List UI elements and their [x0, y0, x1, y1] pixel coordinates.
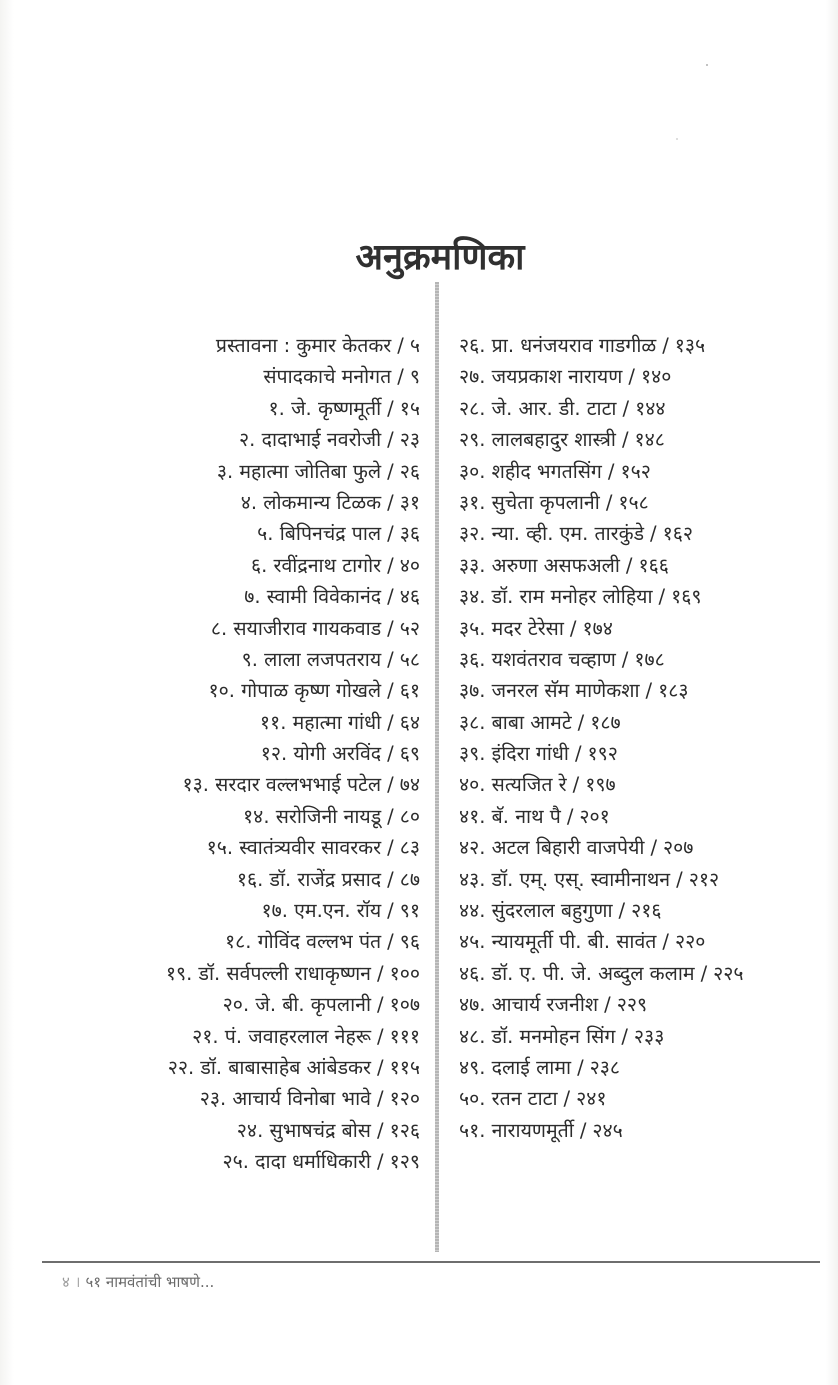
- toc-entry-separator: /: [377, 961, 384, 985]
- toc-entry-title: ३३. अरुणा असफअली: [459, 553, 620, 577]
- toc-entry-page-number: १३५: [674, 334, 706, 357]
- toc-entry-separator: /: [377, 1118, 384, 1142]
- toc-entry-separator: /: [662, 334, 669, 357]
- toc-entry: [20, 801, 420, 832]
- toc-entry-separator: /: [625, 553, 633, 577]
- toc-entry-separator: /: [621, 428, 629, 452]
- toc-entry: [20, 456, 420, 487]
- toc-entry-title: ४४. सुंदरलाल बहुगुणा: [459, 899, 613, 923]
- toc-entry-page-number: ५: [409, 334, 420, 357]
- toc-entry: [20, 361, 420, 392]
- toc-entry-title: १२. योगी अरविंद: [260, 742, 382, 766]
- toc-entry-title: ३९. इंदिरा गांधी: [459, 742, 569, 766]
- toc-entry: [20, 613, 420, 644]
- toc-entry: [20, 738, 420, 769]
- toc-entry-separator: /: [397, 365, 404, 389]
- toc-entry: [459, 361, 829, 392]
- toc-entry-title: २३. आचार्य विनोबा भावे: [199, 1087, 371, 1111]
- toc-entry-title: ५१. नारायणमूर्ती: [459, 1118, 574, 1142]
- toc-entry-page-number: १०७: [389, 993, 420, 1017]
- toc-entry-separator: /: [377, 1087, 384, 1111]
- toc-entry-page-number: २३: [399, 428, 420, 452]
- toc-entry-title: ४२. अटल बिहारी वाजपेयी: [459, 836, 645, 860]
- toc-entry-page-number: २१२: [688, 867, 720, 891]
- toc-entry: [459, 550, 829, 581]
- toc-entry-separator: /: [676, 867, 683, 891]
- toc-entry-title: ४८. डॉ. मनमोहन सिंग: [459, 1024, 616, 1048]
- toc-entry-page-number: ८०: [399, 804, 420, 828]
- toc-entry-separator: /: [577, 710, 585, 734]
- toc-entry-page-number: २०७: [663, 836, 694, 860]
- toc-entry: [459, 1083, 829, 1114]
- toc-entry-separator: /: [577, 1055, 584, 1079]
- toc-entry-separator: /: [628, 365, 635, 389]
- toc-entry: [459, 393, 829, 424]
- toc-entry-separator: /: [387, 867, 394, 891]
- footer-book-title: ५१ नामवंतांची भाषणे...: [85, 1273, 215, 1291]
- toc-entry-page-number: २०१: [579, 804, 610, 828]
- toc-entry-title: संपादकाचे मनोगत: [263, 365, 392, 389]
- toc-entry: [459, 1021, 829, 1052]
- toc-entry-page-number: ४०: [399, 553, 420, 577]
- toc-entry-separator: /: [658, 585, 666, 609]
- toc-entry-page-number: १७८: [634, 647, 665, 671]
- toc-entry-page-number: १६२: [662, 522, 694, 546]
- toc-entry-page-number: १५: [399, 396, 420, 420]
- toc-entry-separator: /: [662, 930, 669, 954]
- toc-entry-title: ७. स्वामी विवेकानंद: [244, 585, 382, 609]
- toc-entry: [20, 518, 420, 549]
- toc-entry: [20, 424, 420, 455]
- toc-entry-page-number: ३१: [399, 490, 420, 514]
- toc-entry: [20, 644, 420, 675]
- toc-entry-page-number: ९६: [399, 930, 420, 954]
- toc-entry-page-number: २३८: [589, 1055, 621, 1079]
- toc-entry-page-number: १६९: [671, 585, 702, 609]
- toc-entry-title: २७. जयप्रकाश नारायण: [459, 365, 623, 389]
- toc-entry: [20, 550, 420, 581]
- toc-entry-page-number: ११५: [389, 1055, 420, 1079]
- toc-entry: [459, 864, 829, 895]
- toc-entry-title: ४९. दलाई लामा: [459, 1055, 572, 1079]
- toc-entry-title: ३४. डॉ. राम मनोहर लोहिया: [459, 585, 653, 609]
- toc-entry-page-number: ३६: [399, 522, 420, 546]
- footer-rule: [42, 1261, 820, 1263]
- toc-entry: [459, 738, 829, 769]
- toc-entry-title: १८. गोविंद वल्लभ पंत: [225, 930, 382, 954]
- toc-entry-title: ४५. न्यायमूर्ती पी. बी. सावंत: [459, 930, 657, 954]
- toc-entry-page-number: ८३: [399, 836, 420, 860]
- toc-entry-page-number: १५८: [618, 490, 649, 514]
- toc-entry: [20, 393, 420, 424]
- toc-entry: [459, 801, 829, 832]
- toc-entry-separator: /: [387, 930, 394, 954]
- toc-entry: [20, 1115, 420, 1146]
- toc-entry: [20, 1021, 420, 1052]
- toc-entry-separator: /: [387, 679, 394, 703]
- toc-entry-page-number: ९१: [399, 899, 420, 923]
- toc-entry-page-number: ८७: [399, 867, 420, 891]
- toc-entry: [459, 330, 829, 361]
- toc-entry: [20, 926, 420, 957]
- toc-entry-title: ३८. बाबा आमटे: [459, 710, 572, 734]
- toc-entry: [20, 707, 420, 738]
- toc-entry-title: १६. डॉ. राजेंद्र प्रसाद: [236, 867, 382, 891]
- toc-entry-separator: /: [387, 804, 394, 828]
- toc-entry-page-number: १४८: [634, 428, 665, 452]
- toc-entry: [459, 675, 829, 706]
- toc-entry-separator: /: [621, 1024, 628, 1048]
- toc-entry-page-number: २३३: [633, 1024, 665, 1048]
- toc-entry-separator: /: [566, 804, 574, 828]
- toc-entry-page-number: ४६: [399, 585, 420, 609]
- toc-entry: [20, 330, 420, 361]
- toc-entry-title: २०. जे. बी. कृपलानी: [222, 993, 371, 1017]
- toc-right-column: [459, 330, 829, 1146]
- toc-entry-page-number: १७४: [582, 616, 613, 640]
- toc-entry-title: २१. पं. जवाहरलाल नेहरू: [192, 1024, 371, 1048]
- toc-entry: [459, 487, 829, 518]
- toc-entry: [459, 644, 829, 675]
- toc-entry: [20, 864, 420, 895]
- toc-entry-title: ५०. रतन टाटा: [459, 1087, 558, 1111]
- page-title: अनुक्रमणिका: [355, 237, 525, 278]
- toc-entry-title: ३१. सुचेता कृपलानी: [459, 490, 600, 514]
- toc-entry-page-number: १५२: [620, 459, 651, 483]
- footer-divider: ।: [74, 1273, 81, 1291]
- toc-entry-separator: /: [387, 585, 394, 609]
- scan-speck: [706, 64, 708, 66]
- toc-entry-title: ११. महात्मा गांधी: [259, 710, 382, 734]
- toc-entry: [20, 958, 420, 989]
- page-footer: [62, 1272, 214, 1292]
- toc-entry-separator: /: [387, 396, 394, 420]
- toc-entry-separator: /: [605, 490, 613, 514]
- toc-entry-page-number: २६: [399, 459, 420, 483]
- toc-entry: [20, 989, 420, 1020]
- toc-entry-separator: /: [387, 710, 394, 734]
- toc-entry: [459, 895, 829, 926]
- toc-entry-separator: /: [387, 773, 394, 797]
- toc-entry-page-number: १४४: [635, 396, 666, 420]
- toc-entry-page-number: १००: [389, 961, 420, 985]
- toc-entry: [459, 1115, 829, 1146]
- toc-entry-separator: /: [377, 1024, 384, 1048]
- toc-entry: [459, 613, 829, 644]
- toc-entry-separator: /: [569, 616, 577, 640]
- toc-entry-title: ४७. आचार्य रजनीश: [459, 993, 599, 1017]
- toc-entry-page-number: १९२: [587, 742, 618, 766]
- column-divider: [435, 282, 439, 1252]
- toc-entry: [459, 769, 829, 800]
- toc-entry-page-number: ७४: [399, 773, 420, 797]
- toc-entry-separator: /: [397, 334, 404, 357]
- scan-speck: [676, 138, 678, 140]
- toc-entry-separator: /: [621, 647, 629, 671]
- toc-entry-page-number: १६६: [638, 553, 669, 577]
- toc-entry-page-number: १२६: [389, 1118, 420, 1142]
- toc-entry-page-number: ५८: [399, 647, 420, 671]
- toc-entry-title: ९. लाला लजपतराय: [241, 647, 382, 671]
- toc-entry-title: १७. एम.एन. रॉय: [261, 899, 382, 923]
- toc-entry: [20, 1052, 420, 1083]
- toc-entry-separator: /: [700, 961, 708, 985]
- toc-entry-separator: /: [572, 773, 580, 797]
- toc-entry-separator: /: [377, 1150, 384, 1174]
- toc-entry-title: २५. दादा धर्माधिकारी: [222, 1150, 371, 1174]
- toc-entry-title: १. जे. कृष्णमूर्ती: [268, 396, 382, 420]
- toc-entry: [459, 581, 829, 612]
- toc-entry-page-number: १९७: [585, 773, 616, 797]
- toc-entry-page-number: ६१: [399, 679, 420, 703]
- toc-entry-title: २६. प्रा. धनंजयराव गाडगीळ: [459, 334, 657, 357]
- toc-entry-separator: /: [650, 836, 658, 860]
- toc-entry: [459, 456, 829, 487]
- toc-entry: [459, 424, 829, 455]
- toc-entry: [20, 895, 420, 926]
- toc-entry-separator: /: [574, 742, 582, 766]
- toc-entry-page-number: १२०: [389, 1087, 420, 1111]
- toc-entry-page-number: १४०: [640, 365, 672, 389]
- toc-entry-page-number: १८७: [590, 710, 621, 734]
- toc-entry-separator: /: [563, 1087, 571, 1111]
- toc-entry-separator: /: [604, 993, 611, 1017]
- toc-entry: [459, 958, 829, 989]
- toc-entry-page-number: ९: [409, 365, 420, 389]
- toc-entry-title: ३२. न्या. व्ही. एम. तारकुंडे: [459, 522, 645, 546]
- toc-entry-separator: /: [650, 522, 657, 546]
- toc-entry-title: ४३. डॉ. एम्. एस्. स्वामीनाथन: [459, 867, 671, 891]
- toc-entry: [459, 518, 829, 549]
- toc-entry-title: १०. गोपाळ कृष्ण गोखले: [208, 679, 382, 703]
- toc-entry-title: ३५. मदर टेरेसा: [459, 616, 564, 640]
- footer-page-number: ४: [62, 1273, 70, 1291]
- toc-entry: [20, 487, 420, 518]
- toc-entry-page-number: २४१: [576, 1087, 607, 1111]
- toc-entry-separator: /: [377, 1055, 384, 1079]
- toc-entry-page-number: ५२: [399, 616, 420, 640]
- toc-entry-separator: /: [387, 836, 394, 860]
- toc-entry-separator: /: [645, 679, 653, 703]
- toc-entry-separator: /: [377, 993, 384, 1017]
- toc-entry: [20, 769, 420, 800]
- toc-entry-title: १४. सरोजिनी नायडू: [243, 804, 382, 828]
- toc-entry: [20, 581, 420, 612]
- toc-left-column: [20, 330, 420, 1178]
- toc-entry-separator: /: [387, 616, 394, 640]
- toc-entry-separator: /: [622, 396, 630, 420]
- toc-entry-page-number: ६९: [399, 742, 420, 766]
- toc-entry: [20, 832, 420, 863]
- toc-entry: [459, 989, 829, 1020]
- toc-entry-title: ४. लोकमान्य टिळक: [240, 490, 382, 514]
- toc-entry: [20, 1083, 420, 1114]
- toc-entry-title: प्रस्तावना : कुमार केतकर: [215, 334, 392, 357]
- toc-entry-title: २२. डॉ. बाबासाहेब आंबेडकर: [167, 1055, 371, 1079]
- toc-entry-separator: /: [579, 1118, 587, 1142]
- toc-entry-title: २४. सुभाषचंद्र बोस: [236, 1118, 371, 1142]
- toc-entry-page-number: २२९: [616, 993, 648, 1017]
- toc-entry-title: ५. बिपिनचंद्र पाल: [257, 522, 382, 546]
- toc-entry-title: १३. सरदार वल्लभभाई पटेल: [182, 773, 382, 797]
- toc-entry-page-number: २४५: [592, 1118, 623, 1142]
- toc-entry: [459, 707, 829, 738]
- toc-entry-title: १९. डॉ. सर्वपल्ली राधाकृष्णन: [165, 961, 371, 985]
- toc-entry-page-number: २२५: [713, 961, 744, 985]
- toc-entry-page-number: १८३: [658, 679, 689, 703]
- toc-entry-title: ८. सयाजीराव गायकवाड: [210, 616, 382, 640]
- toc-entry-page-number: २२०: [675, 930, 706, 954]
- toc-entry-page-number: १११: [389, 1024, 420, 1048]
- toc-entry-separator: /: [387, 553, 394, 577]
- toc-entry-page-number: १२९: [389, 1150, 420, 1174]
- toc-entry-separator: /: [607, 459, 615, 483]
- toc-entry-separator: /: [387, 522, 394, 546]
- toc-entry-title: २८. जे. आर. डी. टाटा: [459, 396, 617, 420]
- toc-entry-title: ४६. डॉ. ए. पी. जे. अब्दुल कलाम: [459, 961, 695, 985]
- toc-entry: [20, 675, 420, 706]
- toc-entry-title: ६. रवींद्रनाथ टागोर: [250, 553, 382, 577]
- toc-entry: [459, 832, 829, 863]
- toc-entry-title: १५. स्वातंत्र्यवीर सावरकर: [206, 836, 382, 860]
- toc-entry-page-number: २१६: [631, 899, 662, 923]
- toc-entry-page-number: ६४: [399, 710, 420, 734]
- toc-entry-separator: /: [618, 899, 626, 923]
- toc-entry: [459, 1052, 829, 1083]
- toc-entry: [459, 926, 829, 957]
- toc-entry-separator: /: [387, 647, 394, 671]
- toc-entry-title: २९. लालबहादुर शास्त्री: [459, 428, 616, 452]
- toc-entry-title: ३६. यशवंतराव चव्हाण: [459, 647, 616, 671]
- toc-entry-separator: /: [387, 490, 394, 514]
- toc-entry-separator: /: [387, 899, 394, 923]
- toc-entry-title: ४१. बॅ. नाथ पै: [459, 804, 561, 828]
- toc-entry-title: ३. महात्मा जोतिबा फुले: [216, 459, 382, 483]
- toc-entry-separator: /: [387, 742, 394, 766]
- toc-entry-title: ३७. जनरल सॅम माणेकशा: [459, 679, 640, 703]
- toc-entry-separator: /: [387, 428, 394, 452]
- toc-entry-separator: /: [387, 459, 394, 483]
- toc-entry-title: २. दादाभाई नवरोजी: [239, 428, 382, 452]
- toc-entry: [20, 1146, 420, 1177]
- toc-entry-title: ३०. शहीद भगतसिंग: [459, 459, 602, 483]
- toc-entry-title: ४०. सत्यजित रे: [459, 773, 567, 797]
